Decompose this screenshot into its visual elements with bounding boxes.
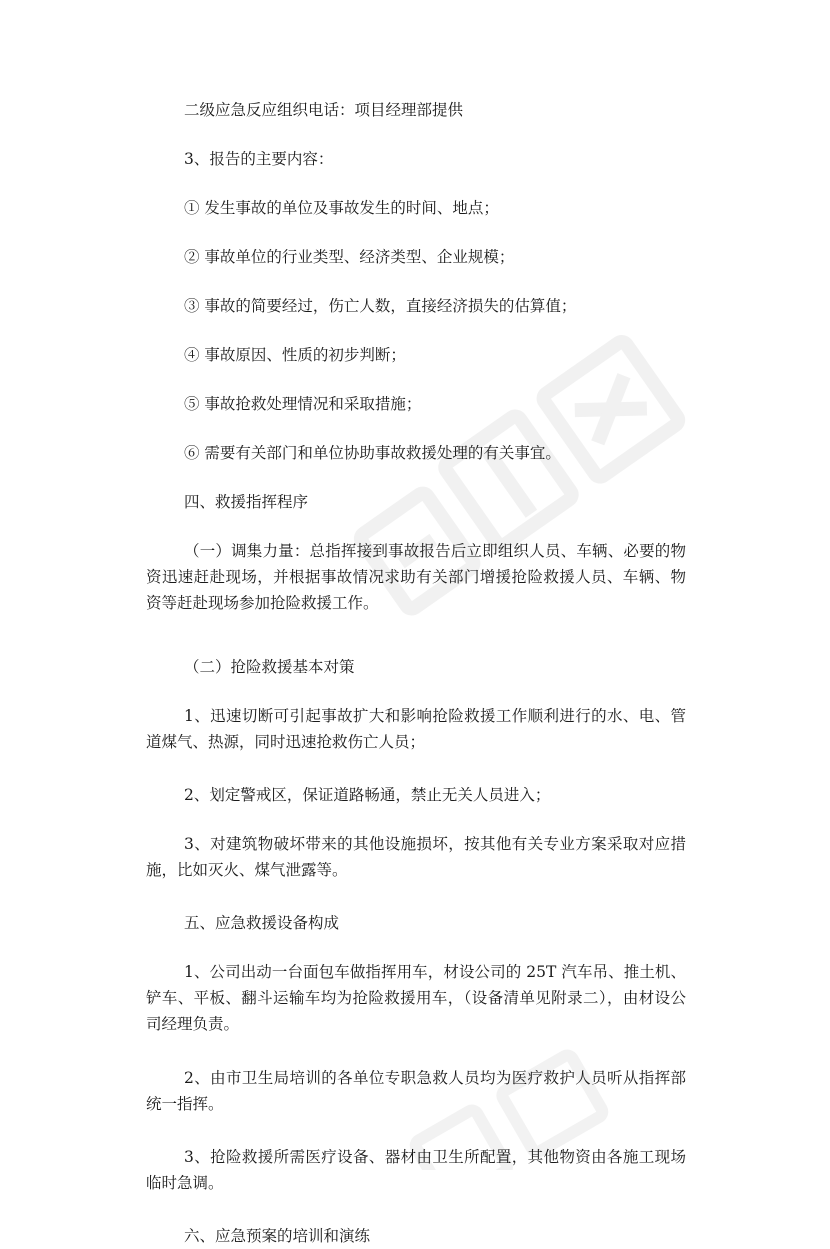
report-item-6: ⑥ 需要有关部门和单位协助事故救援处理的有关事宜。	[184, 444, 561, 462]
equipment-item-1: 1、公司出动一台面包车做指挥用车，材设公司的 25T 汽车吊、推土机、铲车、平板、翻斗运输车均为抢险救援用车，（设备清单见附录二），由材设公司经理负责。	[146, 963, 686, 1033]
report-item-3: ③ 事故的简要经过，伤亡人数，直接经济损失的估算值；	[184, 297, 577, 315]
report-item-4: ④ 事故原因、性质的初步判断；	[184, 346, 406, 364]
section-4-para-1: （一）调集力量：总指挥接到事故报告后立即组织人员、车辆、必要的物资迅速赶赴现场，并根据事故情况求助有关部门增援抢险救援人员、车辆、物资等赶赴现场参加抢险救援工作。	[146, 542, 686, 612]
equipment-item-3: 3、抢险救援所需医疗设备、器材由卫生所配置，其他物资由各施工现场临时急调。	[146, 1148, 686, 1192]
section-4-sub-2-heading: （二）抢险救援基本对策	[184, 658, 355, 676]
section-6-heading: 六、应急预案的培训和演练	[184, 1227, 371, 1245]
report-item-5: ⑤ 事故抢救处理情况和采取措施；	[184, 395, 422, 413]
phone-line: 二级应急反应组织电话：项目经理部提供	[184, 101, 464, 119]
countermeasure-2: 2、划定警戒区，保证道路畅通，禁止无关人员进入；	[184, 786, 551, 804]
report-item-2: ② 事故单位的行业类型、经济类型、企业规模；	[184, 248, 515, 266]
section-4-heading: 四、救援指挥程序	[184, 493, 309, 511]
report-item-1: ① 发生事故的单位及事故发生的时间、地点；	[184, 199, 499, 217]
report-content-heading: 3、报告的主要内容：	[184, 150, 334, 168]
equipment-item-2: 2、由市卫生局培训的各单位专职急救人员均为医疗救护人员听从指挥部统一指挥。	[146, 1069, 686, 1113]
section-5-heading: 五、应急救援设备构成	[184, 914, 340, 932]
countermeasure-3: 3、对建筑物破坏带来的其他设施损坏，按其他有关专业方案采取对应措施，比如灭火、煤气泄露等。	[146, 835, 686, 879]
countermeasure-1: 1、迅速切断可引起事故扩大和影响抢险救援工作顺利进行的水、电、管道煤气、热源，同时迅速抢救伤亡人员；	[146, 707, 686, 751]
